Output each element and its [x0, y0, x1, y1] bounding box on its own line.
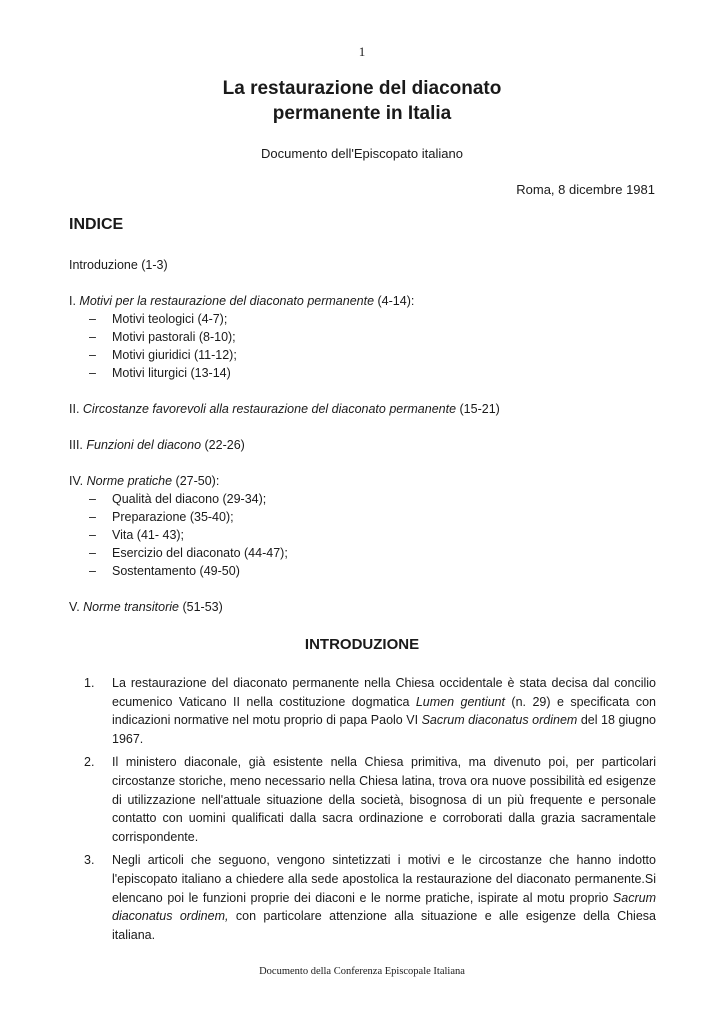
toc-entry-introduzione: Introduzione (1-3) [69, 258, 168, 272]
document-subtitle: Documento dell'Episcopato italiano [261, 146, 463, 161]
list-item-text: Qualità del diacono (29-34); [112, 492, 267, 506]
dash-bullet: – [89, 510, 96, 524]
list-item-text: Motivi teologici (4-7); [112, 312, 228, 326]
table-of-contents [69, 256, 659, 634]
toc-section-3-range: (22-26) [201, 438, 245, 452]
toc-section-2-range: (15-21) [456, 402, 500, 416]
paragraph-1 [84, 674, 656, 748]
toc-section-4 [69, 472, 659, 580]
indice-heading: INDICE [69, 216, 124, 233]
paragraph-italic: Lumen gentiunt [415, 694, 505, 709]
paragraph-text: Negli articoli che seguono, vengono sintetizzati i motivi e le circostanze che hanno indotto l'episcopato italiano a chiedere alla sede apostolica la restaurazione del diaconato permanente.Si elencano poi le funzioni proprie dei diaconi e le norme pratiche, ispirate al motu proprio [112, 853, 656, 905]
paragraph-number: 2. [84, 755, 95, 770]
list-item [69, 562, 659, 580]
document-title [0, 76, 724, 126]
toc-section-4-range: (27-50): [172, 474, 220, 488]
toc-section-4-number: IV. [69, 474, 87, 488]
dash-bullet: – [89, 348, 96, 362]
dash-bullet: – [89, 312, 96, 326]
document-date: Roma, 8 dicembre 1981 [516, 182, 655, 197]
toc-section-1-label: Motivi per la restaurazione del diaconato permanente [79, 294, 375, 308]
toc-section-1-list [69, 310, 659, 382]
list-item-text: Sostentamento (49-50) [112, 564, 240, 578]
toc-section-4-label: Norme pratiche [86, 474, 173, 488]
list-item [69, 346, 659, 364]
paragraph-italic: Sacrum diaconatus ordinem [421, 713, 578, 728]
paragraph-number: 3. [84, 853, 95, 868]
introduzione-heading: INTRODUZIONE [304, 636, 420, 653]
paragraph-2 [84, 753, 656, 846]
dash-bullet: – [89, 366, 96, 380]
list-item-text: Esercizio del diaconato (44-47); [112, 546, 288, 560]
introduzione-paragraphs [84, 674, 656, 949]
dash-bullet: – [89, 492, 96, 506]
list-item [69, 328, 659, 346]
list-item [69, 526, 659, 544]
toc-section-2-label: Circostanze favorevoli alla restaurazione del diaconato permanente [82, 402, 457, 416]
toc-section-4-list [69, 490, 659, 580]
toc-section-1-title [69, 292, 659, 310]
dash-bullet: – [89, 528, 96, 542]
page-footer: Documento della Conferenza Episcopale Italiana [259, 966, 465, 977]
title-line-1: La restaurazione del diaconato [222, 78, 502, 99]
toc-section-3-label: Funzioni del diacono [86, 438, 202, 452]
toc-section-4-title [69, 472, 659, 490]
list-item [69, 310, 659, 328]
list-item [69, 490, 659, 508]
toc-section-2 [69, 400, 659, 418]
list-item [69, 364, 659, 382]
list-item [69, 544, 659, 562]
title-line-2: permanente in Italia [272, 103, 452, 124]
toc-section-2-number: II. [69, 402, 83, 416]
list-item-text: Motivi giuridici (11-12); [112, 348, 237, 362]
paragraph-italic: Sacrum diaconatus ordinem, [112, 890, 656, 924]
toc-section-3 [69, 436, 659, 454]
toc-section-5-label: Norme transitorie [83, 600, 180, 614]
dash-bullet: – [89, 546, 96, 560]
list-item-text: Motivi pastorali (8-10); [112, 330, 236, 344]
list-item-text: Preparazione (35-40); [112, 510, 234, 524]
dash-bullet: – [89, 330, 96, 344]
toc-section-5-range: (51-53) [179, 600, 223, 614]
toc-section-5-number: V. [69, 600, 84, 614]
paragraph-text: (n. 29) e specificata con indicazioni normative nel motu proprio di papa Paolo VI [112, 694, 656, 728]
paragraph-3 [84, 851, 656, 944]
dash-bullet: – [89, 564, 96, 578]
paragraph-number: 1. [84, 676, 95, 690]
toc-section-1-range: (4-14): [374, 294, 415, 308]
page-number: 1 [358, 44, 366, 59]
toc-section-1 [69, 292, 659, 382]
toc-section-3-number: III. [69, 438, 87, 452]
paragraph-text: con particolare attenzione alla situazione e alle esigenze della Chiesa italiana. [112, 909, 656, 942]
toc-section-5 [69, 598, 659, 616]
list-item-text: Motivi liturgici (13-14) [112, 366, 231, 380]
paragraph-text: La restaurazione del diaconato permanente nella Chiesa occidentale è stata decisa dal concilio ecumenico Vaticano II nella costituzione dogmatica [112, 676, 656, 709]
list-item [69, 508, 659, 526]
paragraph-text: Il ministero diaconale, già esistente nella Chiesa primitiva, ma divenuto poi, per particolari circostanze storiche, meno necessario nella Chiesa latina, trova ora nuove possibilità ed esigenze di utilizzazione nell'attuale situazione della società, bisognosa di un più frequente e personale contatto con uomini qualificati dalla sacra ordinazione e corroborati dalla grazia sacramentale corrispondente. [112, 755, 656, 844]
list-item-text: Vita (41- 43); [112, 528, 185, 542]
toc-section-1-number: I. [69, 294, 80, 308]
paragraph-text: del 18 giugno 1967. [112, 713, 656, 746]
